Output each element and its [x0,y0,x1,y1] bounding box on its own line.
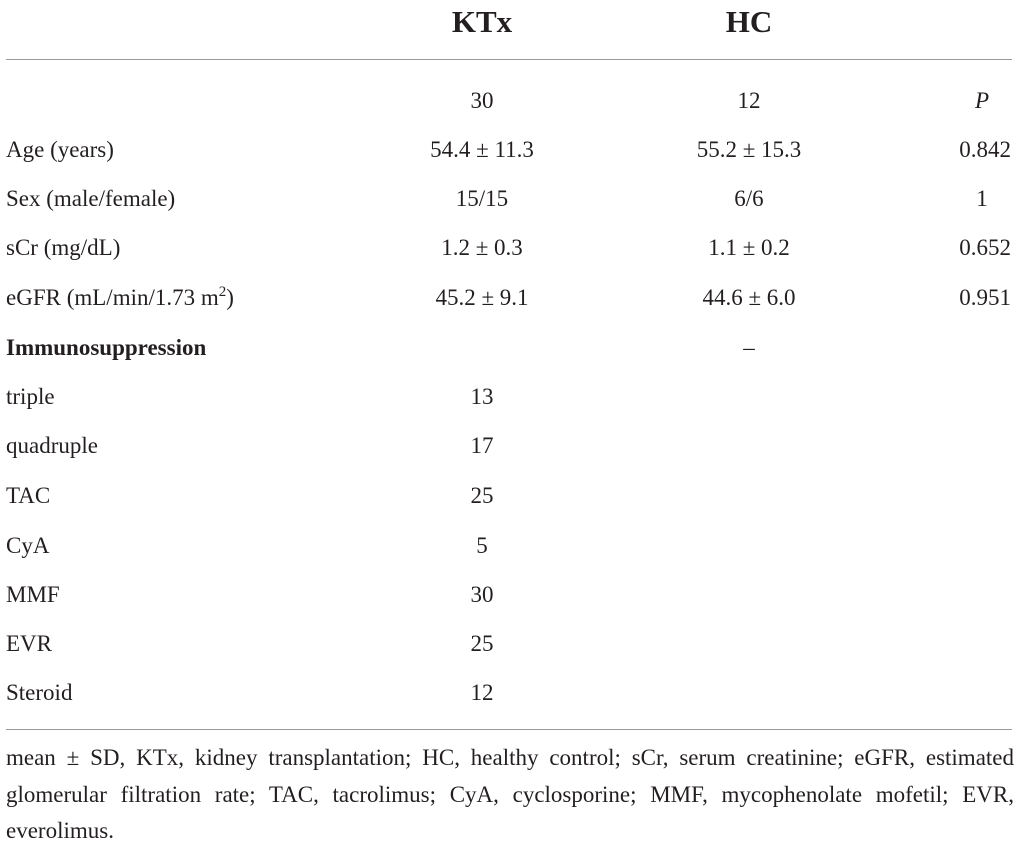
section-label: Immunosuppression [6,335,207,360]
ktx-value: 54.4 ± 11.3 [430,137,534,162]
ktx-value: 12 [470,680,494,705]
hc-value: – [743,335,755,360]
ktx-value: 25 [470,631,494,656]
table-row [0,184,1017,214]
table-row [0,233,1017,263]
table-row [0,678,1017,708]
header-rule [6,59,1012,60]
hc-value: 44.6 ± 6.0 [702,285,796,310]
table-row [0,283,1017,313]
hc-value: 55.2 ± 15.3 [696,137,802,162]
row-label: quadruple [6,433,98,458]
table-row [0,580,1017,610]
row-label: Age (years) [6,137,114,162]
column-header-ktx: KTx [451,4,513,39]
table-row-counts [0,86,1017,116]
row-label: TAC [6,483,51,508]
p-value: 0.652 [959,235,1011,260]
table-row [0,629,1017,659]
row-label: Sex (male/female) [6,186,176,211]
hc-value: 6/6 [734,186,764,211]
row-label: EVR [6,631,52,656]
ktx-value: 30 [470,582,494,607]
ktx-value: 25 [470,483,494,508]
row-label: MMF [6,582,60,607]
ktx-value: 45.2 ± 9.1 [435,285,529,310]
ktx-value: 1.2 ± 0.3 [441,235,523,260]
column-header-hc: HC [725,4,773,39]
row-label-superscript: 2 [218,284,227,300]
p-value: 0.951 [959,285,1011,310]
row-label [6,283,234,313]
p-value: 1 [976,186,988,211]
table-row [0,481,1017,511]
ktx-value: 17 [470,433,494,458]
row-label: CyA [6,533,50,558]
row-label: sCr (mg/dL) [6,235,121,260]
table-row [0,531,1017,561]
table-footnote: mean ± SD, KTx, kidney transplantation; HC, healthy control; sCr, serum creatinine; eGFR, estimated glomerular filtration rate; TAC, tacrolimus; CyA, cyclosporine; MMF, mycophenolate mofetil; EVR, everolimus. [6,745,1014,843]
row-label-end: ) [226,285,234,310]
table-row [0,135,1017,165]
ktx-count: 30 [470,88,494,113]
p-column-label: P [974,88,990,113]
footer-rule [6,729,1012,730]
row-label: Steroid [6,680,73,705]
hc-count: 12 [737,88,761,113]
row-label-text: eGFR (mL/min/1.73 m [6,285,219,310]
section-row-immunosuppression [0,333,1017,363]
table-row [0,431,1017,461]
ktx-value: 5 [476,533,488,558]
table-row [0,382,1017,412]
row-label: triple [6,384,55,409]
hc-value: 1.1 ± 0.2 [708,235,790,260]
p-value: 0.842 [959,137,1011,162]
ktx-value: 15/15 [455,186,509,211]
ktx-value: 13 [470,384,494,409]
